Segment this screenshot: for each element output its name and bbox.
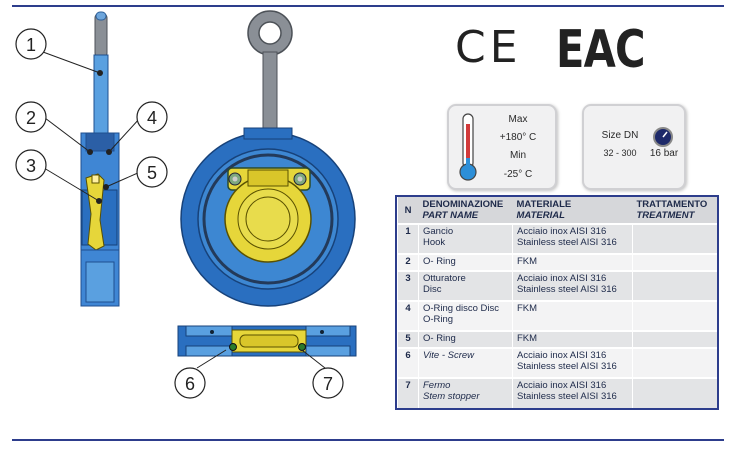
header-material: MATERIALE MATERIAL [513, 197, 633, 224]
ce-mark: CE [455, 22, 522, 73]
bottom-section-view [178, 326, 356, 368]
table-row: 3 Otturatore Disc Acciaio inox AISI 316 Stainless steel AISI 316 [398, 271, 718, 301]
callout-7 [313, 368, 343, 398]
size-label: Size DN [601, 130, 639, 141]
callout-4 [137, 102, 167, 132]
table-row: 6 Vite - Screw Acciaio inox AISI 316 Stainless steel AISI 316 [398, 348, 718, 378]
svg-text:6: 6 [184, 374, 196, 394]
pressure-card [582, 104, 686, 190]
table-row: 1 Gancio Hook Acciaio inox AISI 316 Stainless steel AISI 316 [398, 224, 718, 254]
eac-mark: EAC [556, 20, 645, 80]
temp-max-value: +180° C [499, 132, 537, 143]
pressure-value: 16 bar [649, 148, 679, 159]
svg-text:3: 3 [25, 156, 37, 176]
parts-table [397, 197, 717, 408]
callout-6 [175, 368, 205, 398]
svg-text:2: 2 [25, 108, 37, 128]
temp-min-label: Min [509, 150, 527, 161]
svg-text:7: 7 [322, 374, 334, 394]
svg-text:1: 1 [25, 35, 37, 55]
table-row: 5 O- Ring FKM [398, 331, 718, 348]
callout-3 [16, 150, 46, 180]
callout-2 [16, 102, 46, 132]
thermometer-icon [455, 110, 481, 184]
table-row: 2 O- Ring FKM [398, 254, 718, 271]
svg-text:4: 4 [146, 108, 158, 128]
temperature-card [447, 104, 557, 190]
size-range: 32 - 300 [603, 148, 637, 158]
header-name: DENOMINAZIONE PART NAME [419, 197, 513, 224]
header-treatment: TRATTAMENTO TREATMENT [633, 197, 718, 224]
table-row: 7 Fermo Stem stopper Acciaio inox AISI 316 Stainless steel AISI 316 [398, 378, 718, 408]
gauge-icon [652, 126, 674, 148]
table-header [398, 197, 718, 224]
front-view [181, 11, 355, 306]
callout-1 [16, 29, 46, 59]
temp-max-label: Max [508, 114, 528, 125]
header-n: N [398, 197, 419, 224]
callout-5 [137, 157, 167, 187]
table-row: 4 O-Ring disco Disc O-Ring FKM [398, 301, 718, 331]
svg-text:5: 5 [146, 163, 158, 183]
side-section-view [43, 12, 140, 306]
temp-min-value: -25° C [503, 169, 533, 180]
